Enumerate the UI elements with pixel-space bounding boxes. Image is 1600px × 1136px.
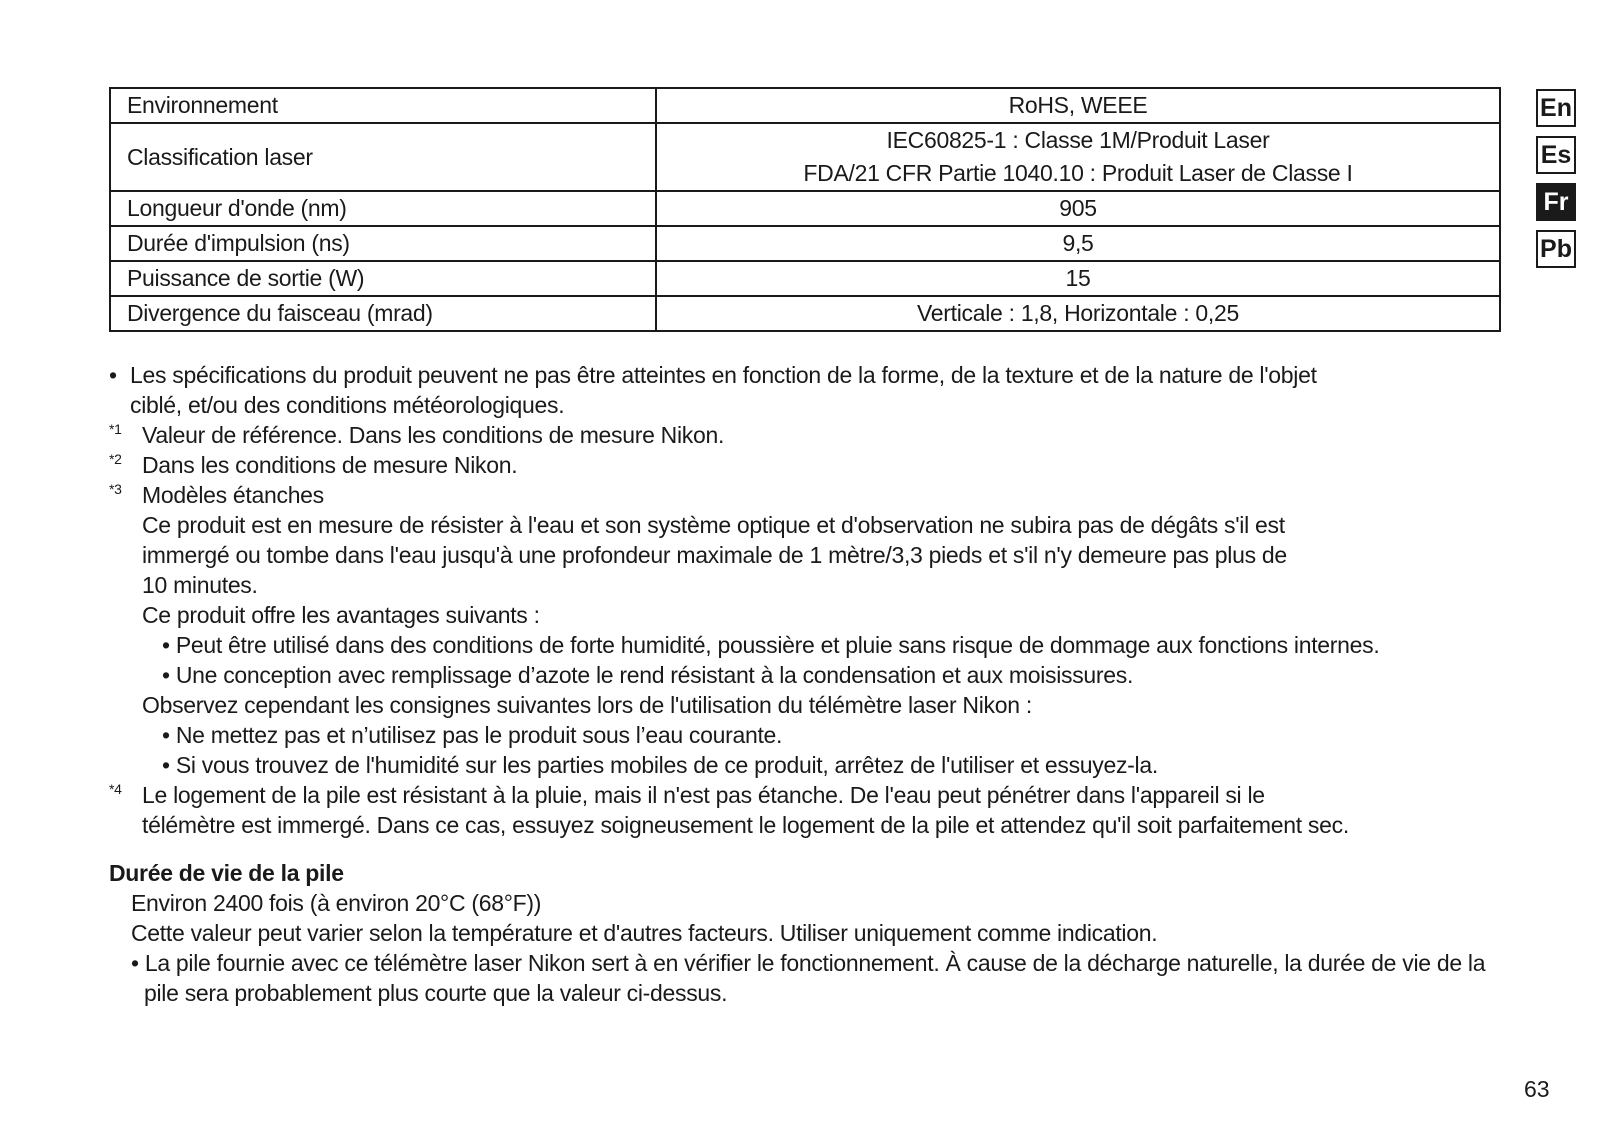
table-row [110, 123, 1500, 191]
footnote-text: Le logement de la pile est résistant à la pluie, mais il n'est pas étanche. De l'eau peut pénétrer dans l'appareil si le [142, 782, 1265, 808]
spec-value [656, 123, 1500, 191]
spec-label: Divergence du faisceau (mrad) [110, 296, 656, 331]
footnote-text: immergé ou tombe dans l'eau jusqu'à une profondeur maximale de 1 mètre/3,3 pieds et s'il n'y demeure pas plus de [142, 542, 1287, 568]
spec-value-line: FDA/21 CFR Partie 1040.10 : Produit Laser de Classe I [803, 160, 1353, 186]
battery-bullet: • La pile fournie avec ce télémètre laser Nikon sert à en vérifier le fonctionnement. À cause de la décharge naturelle, la durée de vie de la pile sera probablement plus courte que la valeur ci-dessus. [131, 950, 1486, 1006]
specifications-table [109, 87, 1501, 332]
footnote-mark: *1 [109, 421, 122, 437]
battery-life-section [109, 858, 1509, 1008]
footnote-2 [109, 450, 1509, 480]
footnote-text: 10 minutes. [142, 572, 258, 598]
footnote-text: Dans les conditions de mesure Nikon. [142, 452, 518, 478]
table-row [110, 191, 1500, 226]
spec-label: Durée d'impulsion (ns) [110, 226, 656, 261]
footnote-text: Ce produit est en mesure de résister à l'eau et son système optique et d'observation ne subira pas de dégâts s'il est [142, 512, 1285, 538]
footnote-3 [109, 480, 1509, 780]
general-note [109, 360, 1509, 420]
spec-label: Puissance de sortie (W) [110, 261, 656, 296]
battery-line: Cette valeur peut varier selon la température et d'autres facteurs. Utiliser uniquement comme indication. [131, 920, 1158, 946]
note-line: ciblé, et/ou des conditions météorologiques. [130, 392, 565, 418]
spec-value: 15 [656, 261, 1500, 296]
language-tab-pb[interactable]: Pb [1536, 230, 1576, 268]
section-heading: Durée de vie de la pile [109, 860, 344, 886]
page-number: 63 [1524, 1076, 1550, 1102]
footnote-1 [109, 420, 1509, 450]
footnote-text: Observez cependant les consignes suivantes lors de l'utilisation du télémètre laser Nikon : [142, 692, 1032, 718]
notes-section [109, 360, 1509, 840]
language-tab-en[interactable]: En [1536, 89, 1576, 127]
spec-value: Verticale : 1,8, Horizontale : 0,25 [656, 296, 1500, 331]
footnote-4 [109, 780, 1509, 840]
footnote-text: télémètre est immergé. Dans ce cas, essuyez soigneusement le logement de la pile et attendez qu'il soit parfaitement sec. [142, 812, 1349, 838]
table-row [110, 226, 1500, 261]
table-row [110, 88, 1500, 123]
footnote-text: Valeur de référence. Dans les conditions de mesure Nikon. [142, 422, 725, 448]
spec-value-line: IEC60825-1 : Classe 1M/Produit Laser [886, 127, 1270, 153]
battery-line: Environ 2400 fois (à environ 20°C (68°F)) [131, 890, 542, 916]
caution-item: • Si vous trouvez de l'humidité sur les parties mobiles de ce produit, arrêtez de l'utiliser et essuyez-la. [162, 752, 1158, 778]
spec-value: RoHS, WEEE [656, 88, 1500, 123]
footnote-mark: *2 [109, 451, 122, 467]
spec-label: Environnement [110, 88, 656, 123]
language-tab-es[interactable]: Es [1536, 136, 1576, 174]
footnote-mark: *4 [109, 781, 122, 797]
footnote-mark: *3 [109, 481, 122, 497]
spec-label: Classification laser [110, 123, 656, 191]
advantage-item: • Une conception avec remplissage d’azote le rend résistant à la condensation et aux moisissures. [162, 662, 1134, 688]
table-row [110, 261, 1500, 296]
spec-value: 905 [656, 191, 1500, 226]
advantage-item: • Peut être utilisé dans des conditions de forte humidité, poussière et pluie sans risque de dommage aux fonctions internes. [162, 632, 1380, 658]
bullet-mark: • [109, 362, 117, 388]
table-row [110, 296, 1500, 331]
language-tab-fr[interactable]: Fr [1536, 183, 1576, 221]
caution-item: • Ne mettez pas et n’utilisez pas le produit sous l’eau courante. [162, 722, 783, 748]
spec-value: 9,5 [656, 226, 1500, 261]
language-tabs [1536, 89, 1578, 277]
note-line: Les spécifications du produit peuvent ne pas être atteintes en fonction de la forme, de la texture et de la nature de l'objet [130, 362, 1317, 388]
spec-label: Longueur d'onde (nm) [110, 191, 656, 226]
footnote-title: Modèles étanches [142, 482, 324, 508]
footnote-text: Ce produit offre les avantages suivants : [142, 602, 540, 628]
